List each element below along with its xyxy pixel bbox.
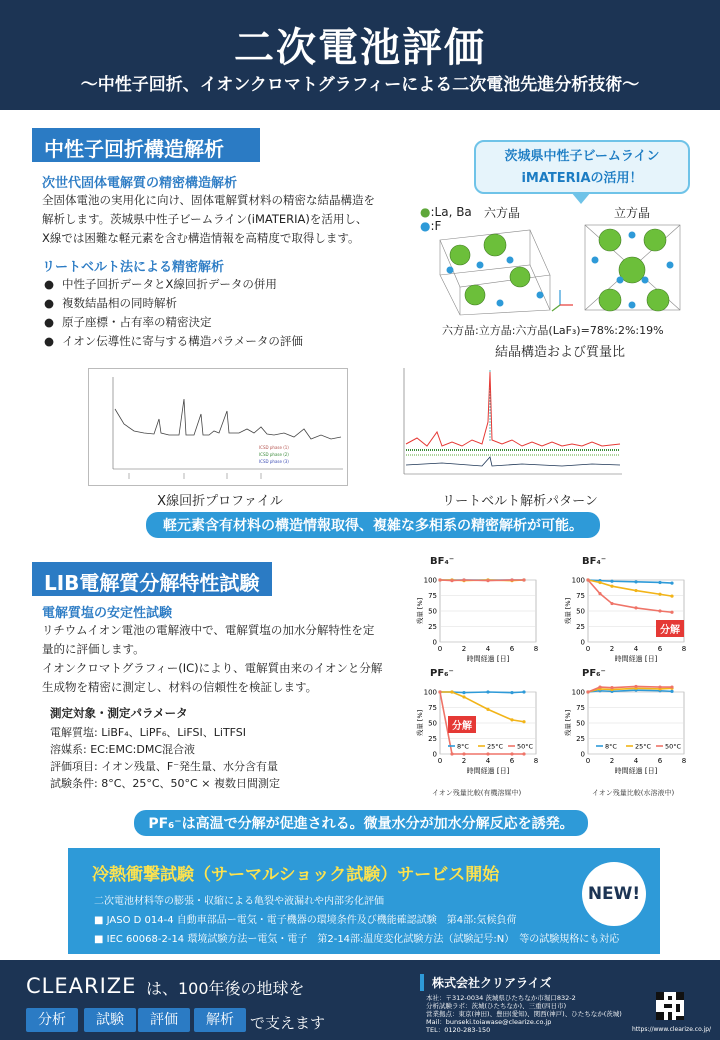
f-atom [507,257,514,264]
f-atom [667,262,674,269]
list-item: 試験条件: 8°C、25°C、50°C × 複数日間測定 [50,777,280,790]
data-point [610,602,613,605]
x-tick-label: 0 [437,645,443,653]
legend-label: 50°C [665,742,682,751]
section1-sub2: リートベルト法による精密解析 [42,260,225,275]
data-point [670,690,673,693]
x-tick-label: 2 [461,757,467,765]
data-point [658,685,661,688]
y-tick-label: 50 [576,719,585,728]
legend-label: 8°C [457,742,469,751]
rietveld-observed [406,372,620,446]
la-atom [644,229,666,251]
legend-label: 50°C [517,742,534,751]
rietveld-svg [382,362,632,486]
data-point [586,690,589,693]
la-atom [599,289,621,311]
y-axis-label: 残量 [%] [564,709,572,737]
data-point [450,752,453,755]
section1-sub1: 次世代固体電解質の精密構造解析 [42,176,238,191]
decomposition-badge: 分解 [656,620,684,637]
decomposition-badge: 分解 [448,716,476,733]
f-atom [617,277,624,284]
f-atom [642,277,649,284]
chart-title: BF₄⁻ [582,556,607,567]
x-tick-label: 4 [633,645,639,653]
x-tick-label: 6 [509,757,515,765]
data-point [658,593,661,596]
data-point [522,690,525,693]
data-point [462,691,465,694]
qr-code-icon[interactable] [656,992,684,1020]
news-line: ■ JASO D 014-4 自動車部品ー電気・電子機器の環境条件及び機能確認試験 第4部:気候負荷 [94,915,517,926]
data-point [670,582,673,585]
rietveld-plot [382,362,632,486]
tag-testing: 試験 [84,1008,136,1032]
contact-line: TEL：0120-283-150 [426,1026,491,1034]
svg-text:ICSD phase (2): ICSD phase (2) [259,452,289,457]
data-point [522,752,525,755]
la-atom [484,234,506,256]
footer-tagline: は、100年後の地球を [146,979,305,998]
f-atom [477,262,484,269]
data-point [450,579,453,582]
data-point [450,690,453,693]
data-point [670,685,673,688]
section1-bullets [44,275,303,351]
data-point [510,578,513,581]
data-point [438,690,441,693]
data-point [438,578,441,581]
y-tick-label: 50 [576,607,585,616]
page-title: 二次電池評価 [234,25,486,71]
new-badge: NEW! [582,862,646,926]
data-point [670,611,673,614]
la-atom [510,267,530,287]
y-axis-label: 残量 [%] [416,709,424,737]
svg-text:ICSD phase (3): ICSD phase (3) [259,459,289,464]
data-point [658,609,661,612]
x-tick-label: 0 [437,757,443,765]
xrd-profile-svg [89,369,347,485]
company-name: 株式会社クリアライズ [420,974,552,991]
data-point [598,592,601,595]
news-title: 冷熱衝撃試験（サーマルショック試験）サービス開始 [92,865,500,885]
data-point [486,752,489,755]
legend-label: 25°C [635,742,652,751]
xrd-caption: X線回折プロファイル [157,494,283,509]
y-tick-label: 75 [428,704,437,712]
footer-support: で支えます [250,1014,326,1032]
hexagonal-label: 六方晶 [484,206,521,220]
list-item: ● 原子座標・占有率の精密決定 [44,313,303,332]
y-tick-label: 50 [428,607,437,616]
x-tick-label: 8 [681,645,687,653]
y-tick-label: 100 [423,688,437,697]
x-axis-label: 時間経過 [日] [614,655,658,663]
website-url[interactable]: https://www.clearize.co.jp/ [632,1026,712,1033]
x-tick-label: 2 [609,645,615,653]
x-tick-label: 8 [533,645,539,653]
data-point [610,585,613,588]
x-tick-label: 4 [485,757,491,765]
chart-title: PF₆⁻ [582,668,606,679]
news-line: ■ IEC 60068-2-14 環境試験方法ー電気・電子 第2-14部:温度変化試験方法（試験記号:N） 等の試験規格にも対応 [94,934,620,945]
data-point [634,685,637,688]
x-axis-label: 時間経過 [日] [614,767,658,775]
x-tick-label: 6 [509,645,515,653]
data-point [670,595,673,598]
data-point [634,589,637,592]
data-point [510,752,513,755]
x-axis-label: 時間経過 [日] [466,655,510,663]
tag-analysis: 分析 [26,1008,78,1032]
x-tick-label: 8 [533,757,539,765]
data-point [598,581,601,584]
f-atom [537,292,544,299]
data-point [522,720,525,723]
x-tick-label: 6 [657,757,663,765]
data-point [462,578,465,581]
section1-highlight: 軽元素含有材料の構造情報取得、複雑な多相系の精密解析が可能。 [146,512,600,538]
y-tick-label: 25 [576,623,585,631]
rietveld-caption: リートベルト解析パターン [442,494,598,509]
section1-heading: 中性子回折構造解析 [32,128,260,162]
y-axis-label: 残量 [%] [564,597,572,625]
y-tick-label: 75 [576,704,585,712]
chart-note-left: イオン残量比較(有機溶媒中) [432,789,522,797]
legend-label: 8°C [605,742,617,751]
x-tick-label: 6 [657,645,663,653]
data-point [610,686,613,689]
list-item: 電解質塩: LiBF₄、LiPF₆、LiFSI、LiTFSI [50,726,247,739]
y-tick-label: 75 [428,592,437,600]
x-tick-label: 2 [609,757,615,765]
y-axis-label: 残量 [%] [416,597,424,625]
x-tick-label: 4 [485,645,491,653]
phase-ratio: 六方晶:立方晶:六方晶(LaF₃)=78%:2%:19% [442,324,664,337]
f-atom [592,257,599,264]
la-atom [465,285,485,305]
la-atom [647,289,669,311]
contact-line: 分析試験ラボ：茨城(ひたちなか)、三重(四日市) [426,1002,567,1010]
data-point [522,578,525,581]
section2-highlight: PF₆⁻は高温で分解が促進される。微量水分が加水分解反応を誘発。 [134,810,588,836]
list-item: 溶媒系: EC:EMC:DMC混合液 [50,743,196,756]
news-line: 二次電池材料等の膨張・収縮による亀裂や液漏れや内部劣化評価 [94,896,384,907]
news-banner [68,848,660,954]
list-item: 評価項目: イオン残量、F⁻発生量、水分含有量 [50,760,279,773]
data-point [510,718,513,721]
legend-label: 25°C [487,742,504,751]
contact-line: 本社：〒312-0034 茨城県ひたちなか市堀口832-2 [426,994,576,1002]
hex-cell-edge [440,265,550,315]
y-tick-label: 0 [580,638,585,647]
list-item: ● 中性子回折データとX線回折データの併用 [44,275,303,294]
y-tick-label: 25 [428,623,437,631]
page-subtitle: ～中性子回折、イオンクロマトグラフィーによる二次電池先進分析技術～ [80,75,640,95]
data-point [658,581,661,584]
x-tick-label: 4 [633,757,639,765]
decomposition-charts [410,552,710,800]
f-atom [447,267,454,274]
y-tick-label: 0 [580,750,585,759]
imateria-callout: 茨城県中性子ビームライン iMATERIAの活用！ [474,140,690,194]
crystal-caption: 結晶構造および質量比 [494,345,625,360]
data-point [586,578,589,581]
chart-title: PF₆⁻ [430,668,454,679]
y-tick-label: 0 [432,638,437,647]
chart-title: BF₄⁻ [430,556,455,567]
crystal-structure-figure [420,215,705,320]
section1-text1: 全固体電池の実用化に向け、固体電解質材料の精密な結晶構造を 解析します。茨城県中性子ビームライン(iMATERIA)を活用し、 X線では困難な軽元素を含む構造情報を高精度で取得します。 [42,193,376,245]
y-tick-label: 100 [571,688,585,697]
data-point [598,685,601,688]
params-list [50,724,280,792]
footer [0,960,720,1040]
list-item: ● イオン伝導性に寄与する構造パラメータの評価 [44,332,303,351]
chart-note-right: イオン残量比較(水溶液中) [592,789,675,797]
y-tick-label: 0 [432,750,437,759]
xrd-trace [115,399,341,439]
f-atom [629,232,636,239]
y-tick-label: 75 [576,592,585,600]
la-atom [599,229,621,251]
contact-line: 営業拠点：東京(神田)、豊田(愛知)、関西(神戸)、ひたちなか(茨城) [426,1010,622,1018]
xrd-profile-plot [88,368,348,486]
data-point [486,690,489,693]
company-logo: CLEARIZE [26,974,137,998]
data-point [634,580,637,583]
crystal-legend: ●:La, Ba ●:F [420,205,472,233]
page-header [0,0,720,110]
tag-evaluation: 評価 [138,1008,190,1032]
section2-text1: リチウムイオン電池の電解液中で、電解質塩の加水分解特性を定 量的に評価します。 イオンクロマトグラフィー(IC)により、電解質由来のイオンと分解 生成物を精密に測定し、材料の信頼性を検証します。 [42,623,383,694]
list-item: ● 複数結晶相の同時解析 [44,294,303,313]
f-atom [497,300,504,307]
data-point [486,708,489,711]
tag-solving: 解析 [194,1008,246,1032]
x-tick-label: 0 [585,757,591,765]
data-point [462,695,465,698]
section2-sub1: 電解質塩の安定性試験 [42,606,173,621]
x-axis-label: 時間経過 [日] [466,767,510,775]
cubic-label: 立方晶 [614,206,651,220]
data-point [610,580,613,583]
data-point [462,752,465,755]
data-point [634,606,637,609]
f-atom [629,302,636,309]
contact-line: Mail：bunseki.toiawase@clearize.co.jp [426,1018,552,1026]
la-atom [450,245,470,265]
x-tick-label: 0 [585,645,591,653]
x-tick-label: 2 [461,645,467,653]
rietveld-difference [406,457,620,466]
y-tick-label: 25 [428,735,437,743]
x-tick-label: 8 [681,757,687,765]
axes-icon [552,290,573,311]
y-tick-label: 100 [423,576,437,585]
params-title: 測定対象・測定パラメータ [50,706,188,720]
section2-heading: LIB電解質分解特性試験 [32,562,272,596]
y-tick-label: 50 [428,719,437,728]
y-tick-label: 100 [571,576,585,585]
svg-text:ICSD phase (1): ICSD phase (1) [259,445,289,450]
data-point [486,579,489,582]
y-tick-label: 25 [576,735,585,743]
data-point [510,691,513,694]
